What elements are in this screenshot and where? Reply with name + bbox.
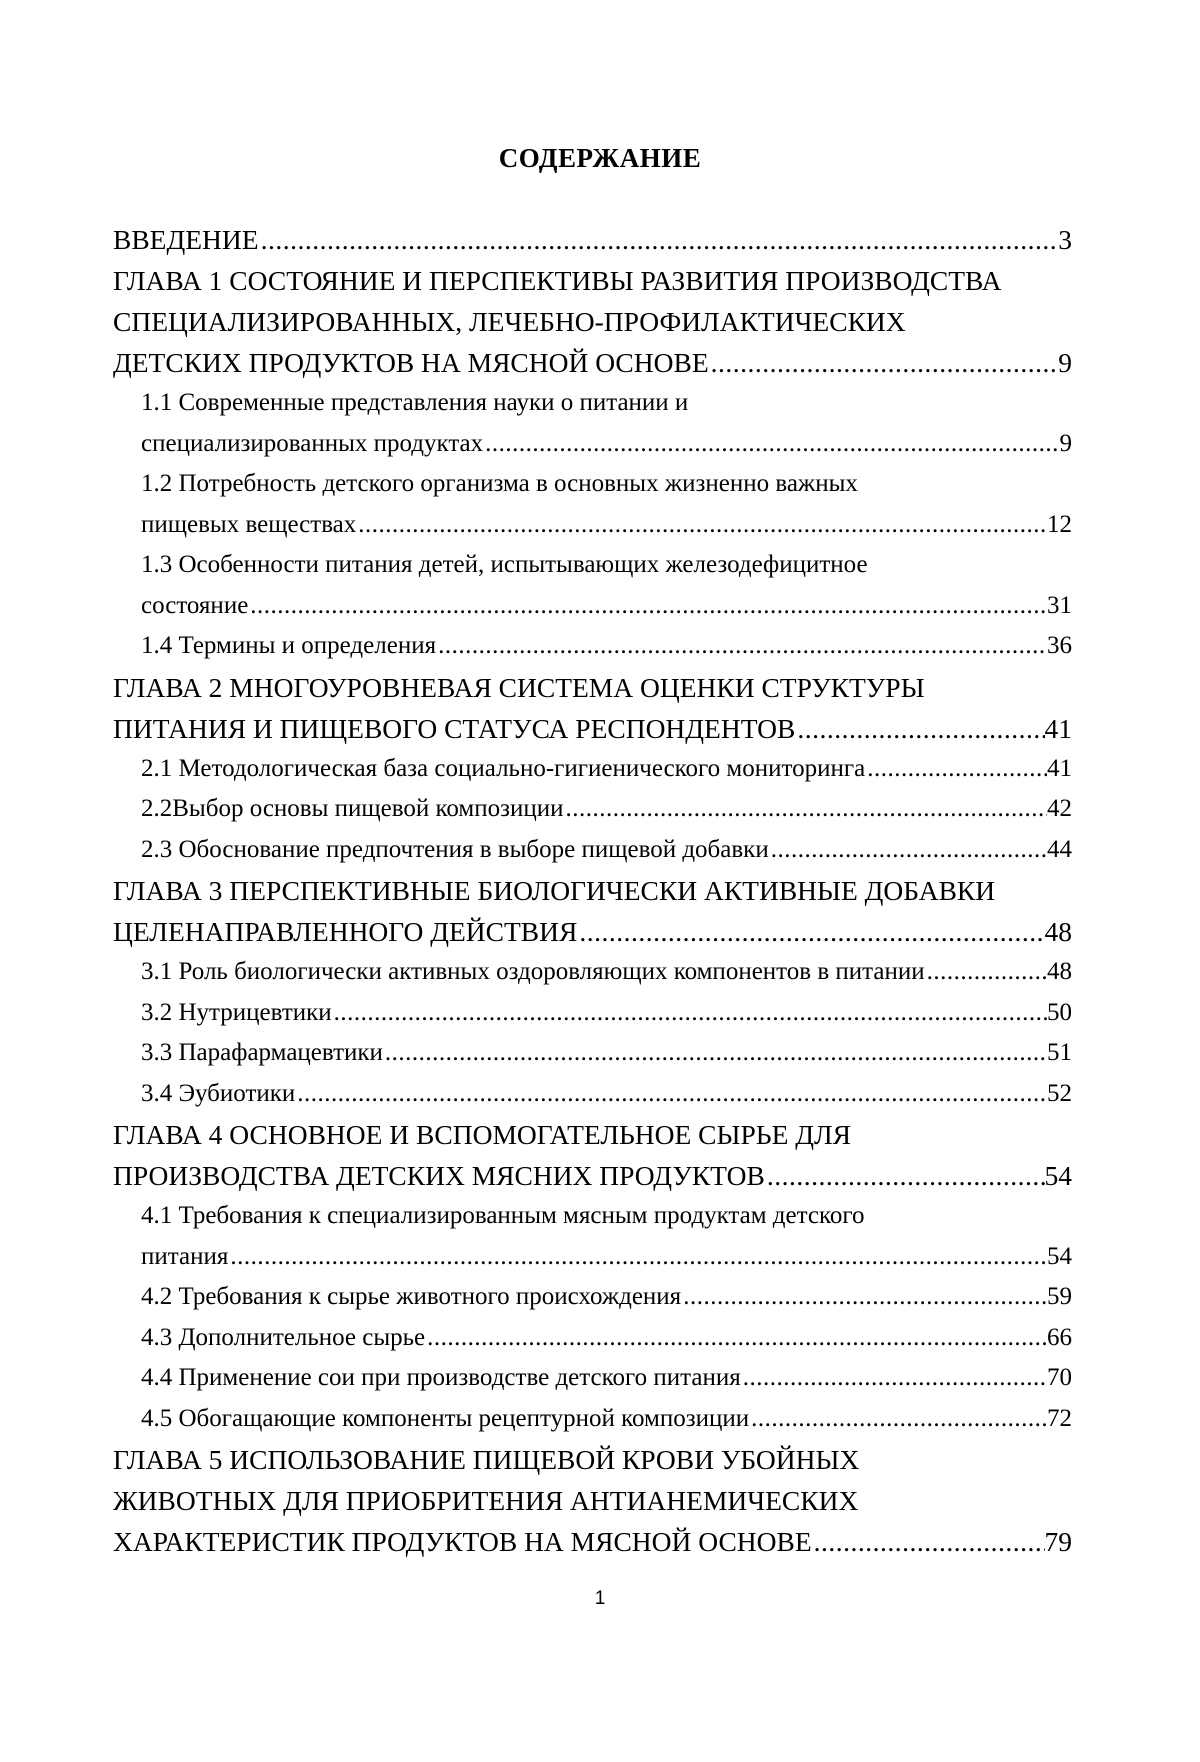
toc-entry-text: ДЕТСКИХ ПРОДУКТОВ НА МЯСНОЙ ОСНОВЕ [113, 347, 709, 378]
dot-leader [812, 1521, 1045, 1562]
toc-entry-section [113, 626, 1072, 667]
toc-entry-text: ЦЕЛЕНАПРАВЛЕННОГО ДЕЙСТВИЯ [113, 916, 578, 947]
toc-page-number: 79 [1044, 1526, 1072, 1557]
toc-entry-last-line [141, 1277, 1072, 1318]
toc-entry-chapter [113, 667, 1072, 749]
toc-entry-text: состояние [141, 591, 249, 619]
toc-title: СОДЕРЖАНИЕ [498, 143, 702, 173]
toc-entry-text: 2.3 Обоснование предпочтения в выборе пищевой добавки [141, 835, 769, 863]
toc-entry-chapter [113, 870, 1072, 952]
toc-entry-section [113, 1358, 1072, 1399]
toc-entry-last-line [141, 830, 1072, 871]
toc-entry-text: 3.1 Роль биологически активных оздоровляющих компонентов в питании [141, 958, 925, 985]
toc-entry-text: 4.3 Дополнительное сырье [141, 1323, 426, 1351]
dot-leader [681, 1277, 1047, 1318]
toc-entry-text: 2.1 Методологическая база социально-гигиенического мониторинга [141, 754, 866, 782]
dot-leader [769, 830, 1047, 871]
toc-entry-text: 4.4 Применение сои при производстве детского питания [141, 1364, 741, 1391]
toc-entry-section [113, 993, 1072, 1034]
dot-leader [577, 911, 1044, 952]
toc-entry-text-line: 1.2 Потребность детского организма в основных жизненно важных [141, 470, 858, 497]
toc-entry-last-line [141, 424, 1072, 465]
toc-entry-section [113, 383, 1072, 464]
toc-entry-last-line [141, 1033, 1072, 1074]
toc-entry-text: пищевых веществах [141, 510, 357, 538]
dot-leader [741, 1358, 1047, 1399]
toc-entry-section [113, 464, 1072, 545]
toc-entry-text: ВВЕДЕНИЕ [113, 224, 259, 255]
dot-leader [356, 505, 1047, 546]
toc-entry-section [113, 545, 1072, 626]
toc-entry-text: 4.2 Требования к сырье животного происхождения [141, 1283, 682, 1310]
page-number: 1 [594, 1588, 606, 1609]
dot-leader [383, 1033, 1047, 1074]
toc-entry-last-line [141, 1318, 1072, 1359]
toc-page-number: 41 [1047, 754, 1072, 782]
toc-page-number: 41 [1044, 712, 1072, 744]
toc-entry-chapter [113, 219, 1072, 260]
toc-entry-text: ПРОИЗВОДСТВА ДЕТСКИХ МЯСНИХ ПРОДУКТОВ [113, 1160, 765, 1191]
toc-entry-last-line [141, 749, 1072, 790]
toc-entry-text-line: ГЛАВА 2 МНОГОУРОВНЕВАЯ СИСТЕМА ОЦЕНКИ СТРУКТУРЫ [113, 671, 925, 703]
dot-leader [765, 1155, 1045, 1196]
table-of-contents [113, 219, 1072, 1562]
toc-page-number: 9 [1059, 429, 1072, 457]
toc-entry-text-line: 4.1 Требования к специализированным мясным продуктам детского [141, 1202, 865, 1229]
toc-entry-last-line [141, 1358, 1072, 1399]
toc-entry-text-line: ГЛАВА 5 ИСПОЛЬЗОВАНИЕ ПИЩЕВОЙ КРОВИ УБОЙНЫХ [113, 1444, 860, 1475]
dot-leader [332, 993, 1047, 1034]
toc-entry-section [113, 952, 1072, 993]
toc-entry-section [113, 1277, 1072, 1318]
toc-entry-section [113, 789, 1072, 830]
toc-entry-text-line: 1.3 Особенности питания детей, испытывающих железодефицитное [141, 551, 868, 578]
toc-entry-last-line [141, 1237, 1072, 1278]
toc-entry-last-line [113, 1521, 1072, 1562]
dot-leader [228, 1237, 1047, 1278]
toc-entry-text-line: СПЕЦИАЛИЗИРОВАННЫХ, ЛЕЧЕБНО-ПРОФИЛАКТИЧЕСКИХ [113, 306, 906, 337]
toc-entry-text-line: ГЛАВА 4 ОСНОВНОЕ И ВСПОМОГАТЕЛЬНОЕ СЫРЬЕ ДЛЯ [113, 1119, 852, 1150]
toc-entry-section [113, 1399, 1072, 1440]
toc-page-number: 70 [1047, 1364, 1072, 1391]
dot-leader [483, 424, 1059, 465]
toc-entry-text: 3.3 Парафармацевтики [141, 1039, 383, 1066]
toc-entry-chapter [113, 260, 1072, 383]
dot-leader [436, 626, 1047, 667]
dot-leader [749, 1399, 1047, 1440]
dot-leader [795, 708, 1044, 749]
toc-page-number: 9 [1058, 347, 1072, 378]
toc-page-number: 36 [1047, 632, 1072, 659]
toc-page-number: 31 [1047, 591, 1072, 619]
dot-leader [865, 749, 1047, 790]
toc-entry-last-line [113, 219, 1072, 260]
toc-entry-last-line [141, 626, 1072, 667]
toc-entry-text-line: ГЛАВА 1 СОСТОЯНИЕ И ПЕРСПЕКТИВЫ РАЗВИТИЯ ПРОИЗВОДСТВА [113, 265, 1002, 296]
toc-entry-section [113, 1196, 1072, 1277]
toc-page-number: 54 [1047, 1242, 1072, 1270]
dot-leader [425, 1318, 1047, 1359]
toc-entry-text: ПИТАНИЯ И ПИЩЕВОГО СТАТУСА РЕСПОНДЕНТОВ [113, 712, 796, 744]
toc-entry-last-line [141, 1074, 1072, 1115]
toc-page-number: 3 [1058, 224, 1072, 255]
toc-entry-last-line [141, 1399, 1072, 1440]
toc-entry-text-line: 1.1 Современные представления науки о питании и [141, 389, 689, 416]
toc-page-number: 66 [1047, 1323, 1072, 1351]
toc-entry-text: 3.4 Эубиотики [141, 1079, 296, 1107]
toc-entry-section [113, 1318, 1072, 1359]
toc-entry-chapter [113, 1439, 1072, 1562]
toc-entry-chapter [113, 1114, 1072, 1196]
toc-entry-section [113, 830, 1072, 871]
dot-leader [709, 342, 1059, 383]
toc-page-number: 48 [1044, 916, 1072, 947]
toc-entry-last-line [141, 993, 1072, 1034]
dot-leader [295, 1074, 1047, 1115]
toc-page-number: 72 [1047, 1404, 1072, 1432]
toc-entry-text: 1.4 Термины и определения [141, 632, 437, 659]
toc-page-number: 48 [1047, 958, 1072, 985]
dot-leader [925, 952, 1047, 993]
toc-entry-section [113, 1033, 1072, 1074]
dot-leader [248, 586, 1047, 627]
toc-entry-text: 4.5 Обогащающие компоненты рецептурной композиции [141, 1404, 750, 1432]
toc-entry-last-line [141, 505, 1072, 546]
toc-entry-last-line [141, 789, 1072, 830]
toc-entry-text: 3.2 Нутрицевтики [141, 998, 332, 1026]
toc-entry-text: питания [141, 1242, 229, 1270]
toc-entry-text: 2.2Выбор основы пищевой композиции [141, 795, 564, 822]
toc-entry-last-line [113, 342, 1072, 383]
toc-entry-last-line [113, 1155, 1072, 1196]
toc-entry-text: ХАРАКТЕРИСТИК ПРОДУКТОВ НА МЯСНОЙ ОСНОВЕ [113, 1526, 812, 1557]
dot-leader [259, 219, 1059, 260]
toc-entry-text-line: ГЛАВА 3 ПЕРСПЕКТИВНЫЕ БИОЛОГИЧЕСКИ АКТИВНЫЕ ДОБАВКИ [113, 875, 996, 906]
toc-entry-last-line [113, 911, 1072, 952]
toc-page-number: 12 [1047, 510, 1072, 538]
dot-leader [564, 789, 1048, 830]
toc-page-number: 59 [1047, 1283, 1072, 1310]
toc-entry-text-line: ЖИВОТНЫХ ДЛЯ ПРИОБРИТЕНИЯ АНТИАНЕМИЧЕСКИХ [113, 1485, 859, 1516]
toc-entry-section [113, 749, 1072, 790]
toc-page-number: 51 [1047, 1039, 1072, 1066]
toc-entry-last-line [141, 586, 1072, 627]
toc-page-number: 44 [1047, 835, 1072, 863]
toc-page-number: 50 [1047, 998, 1072, 1026]
toc-entry-last-line [113, 708, 1072, 749]
toc-page-number: 54 [1044, 1160, 1072, 1191]
toc-entry-section [113, 1074, 1072, 1115]
toc-entry-text: специализированных продуктах [141, 429, 484, 457]
toc-entry-last-line [141, 952, 1072, 993]
toc-page-number: 42 [1047, 795, 1072, 822]
toc-page-number: 52 [1047, 1079, 1072, 1107]
